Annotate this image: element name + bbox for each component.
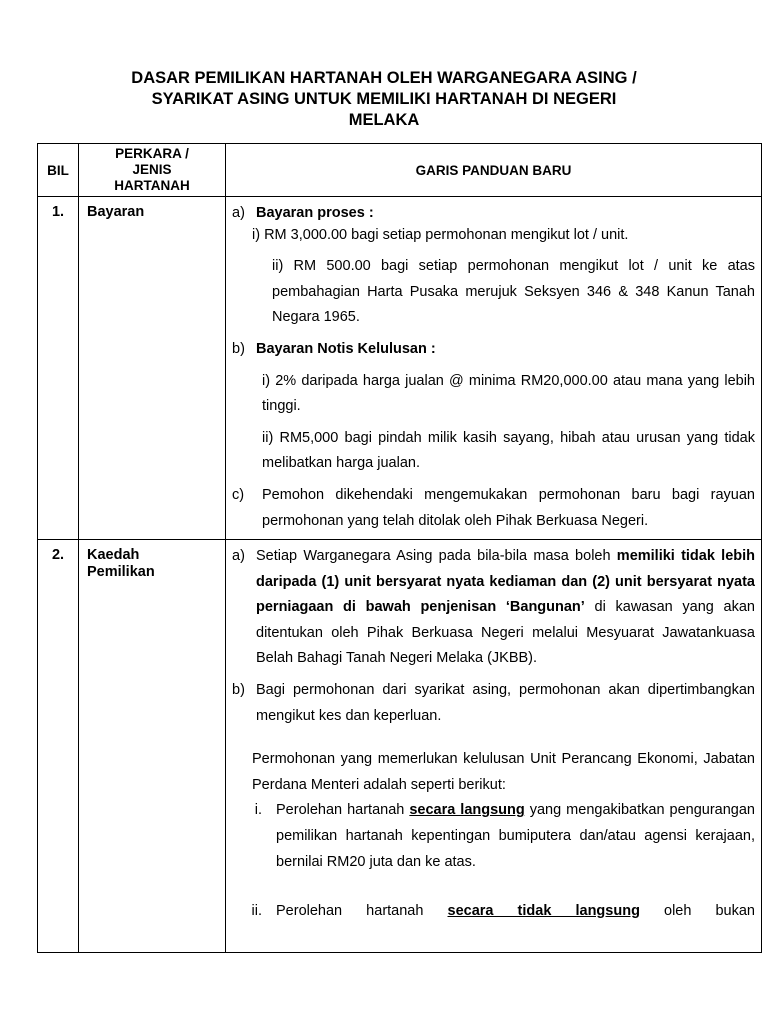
item-label: a) (232, 548, 245, 564)
header-perkara-line-2: JENIS (132, 162, 172, 177)
item-label: c) (232, 486, 245, 503)
item-b-ii: ii) RM5,000 bagi pindah milik kasih sayang, hibah atau urusan yang tidak melibatkan harga jualan. (262, 429, 755, 472)
row-perkara (79, 540, 226, 953)
sub-item-number: ii. (251, 903, 262, 920)
header-perkara (79, 144, 226, 197)
item-b-heading (232, 337, 755, 363)
item-c (232, 483, 755, 534)
item-a-text (256, 544, 755, 672)
header-bil: BIL (38, 144, 79, 197)
title-line-2: SYARIKAT ASING UNTUK MEMILIKI HARTANAH DI NEGERI (151, 90, 617, 108)
sub-item-i-bold: secara langsung (409, 802, 525, 819)
sub-item-i-pre: Perolehan hartanah (276, 802, 410, 819)
item-b (232, 678, 755, 729)
header-perkara-line-1: PERKARA / (115, 146, 189, 161)
item-title: Bayaran Notis Kelulusan : (256, 340, 436, 357)
item-a-ii (232, 254, 755, 331)
row-garis-panduan (226, 540, 762, 953)
item-a-ii-text: ii) RM 500.00 bagi setiap permohonan mengikut lot / unit ke atas pembahagian Harta Pusaka merujuk Seksyen 346 & 348 Kanun Tanah Negara 1965. (272, 258, 755, 326)
item-label: b) (232, 681, 245, 698)
item-a-text-1: Setiap Warganegara Asing pada bila-bila masa boleh (256, 548, 617, 564)
table-row (38, 197, 762, 540)
row-garis-panduan (226, 197, 762, 540)
item-a-i: i) RM 3,000.00 bagi setiap permohonan mengikut lot / unit. (252, 226, 629, 243)
item-c-text: Pemohon dikehendaki mengemukakan permohonan baru bagi rayuan permohonan yang telah ditolak oleh Pihak Berkuasa Negeri. (262, 486, 755, 529)
header-garis-panduan: GARIS PANDUAN BARU (226, 144, 762, 197)
item-a-text-2: di kawasan yang akan ditentukan oleh Pihak Berkuasa Negeri melalui Mesyuarat Jawatankuasa Belah Bahagi Tanah Negeri Melaka (JKBB). (256, 599, 755, 667)
header-perkara-line-3: HARTANAH (114, 178, 190, 193)
row-perkara-line-1: Kaedah (87, 547, 140, 563)
item-b-text: Bagi permohonan dari syarikat asing, permohonan akan dipertimbangkan mengikut kes dan keperluan. (256, 681, 755, 724)
item-title: Bayaran proses : (256, 205, 374, 221)
item-label: a) (232, 205, 245, 221)
row-perkara-line-2: Pemilikan (87, 564, 155, 580)
table-header-row (38, 144, 762, 197)
item-a (232, 544, 755, 672)
row-bil: 2. (38, 540, 79, 953)
table-row (38, 540, 762, 953)
guideline-table (37, 143, 762, 953)
sub-item-i-post: yang mengakibatkan pengurangan pemilikan hartanah kepentingan bumiputera dan/atau agensi kerajaan, bernilai RM20 juta dan ke atas. (276, 802, 755, 870)
sub-item-ii-bold: secara tidak langsung (447, 903, 640, 920)
item-a-bold: memiliki tidak lebih daripada (1) unit bersyarat nyata kediaman dan (2) unit bersyarat nyata perniagaan di bawah penjenisan ‘Bangunan’ (256, 548, 755, 616)
item-b-paragraph: Permohonan yang memerlukan kelulusan Unit Perancang Ekonomi, Jabatan Perdana Menteri adalah seperti berikut: (252, 751, 755, 793)
sub-item-text (276, 798, 755, 875)
sub-item-text (276, 899, 755, 925)
sub-item-number: i. (254, 802, 262, 819)
title-line-3: MELAKA (348, 111, 420, 129)
sub-item-ii-post: oleh bukan (639, 903, 755, 920)
title-line-1: DASAR PEMILIKAN HARTANAH OLEH WARGANEGARA ASING / (131, 69, 637, 87)
row-perkara: Bayaran (79, 197, 226, 540)
sub-item-ii-pre: Perolehan hartanah (276, 903, 448, 920)
item-label: b) (232, 340, 245, 357)
document-title (0, 68, 768, 131)
row-bil: 1. (38, 197, 79, 540)
item-b-i: i) 2% daripada harga jualan @ minima RM20,000.00 atau mana yang lebih tinggi. (262, 372, 755, 415)
sub-item-ii (232, 899, 755, 925)
sub-item-i (232, 798, 755, 875)
